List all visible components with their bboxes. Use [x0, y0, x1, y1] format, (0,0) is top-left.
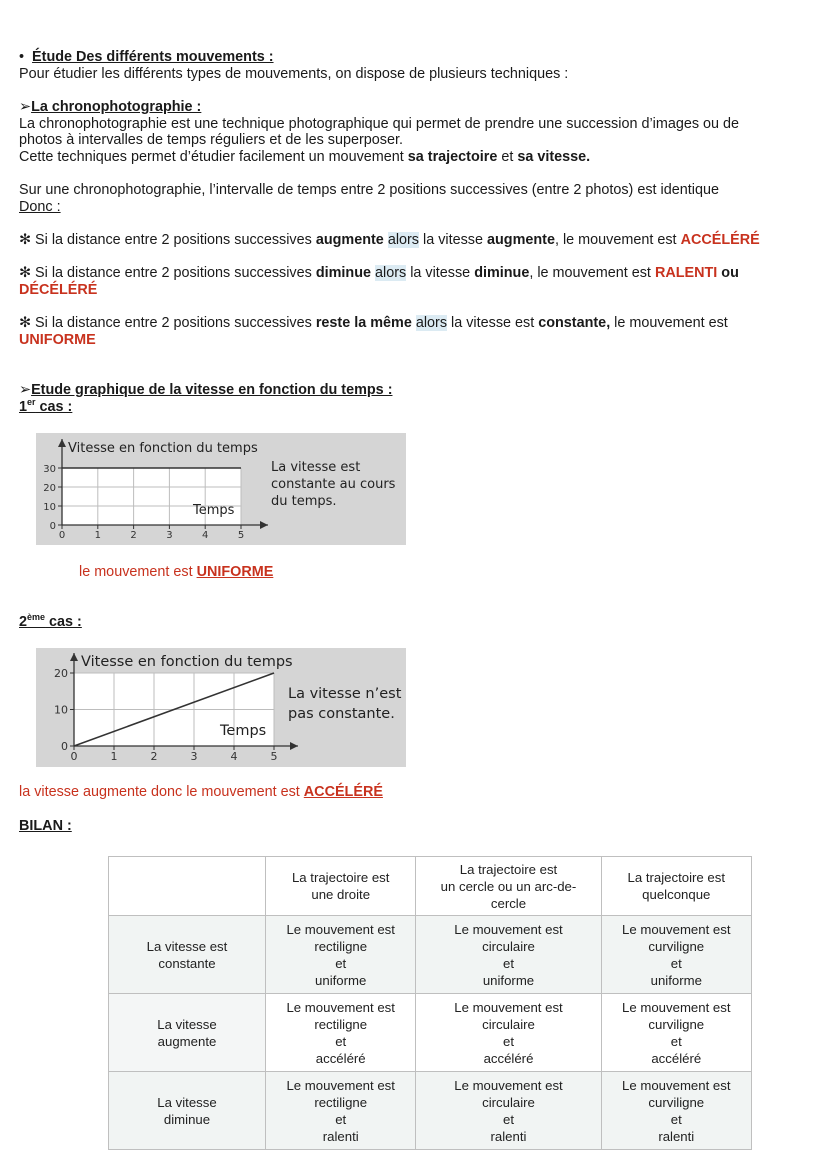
text: le mouvement est: [610, 315, 728, 331]
annotation-line: constante au cours: [271, 477, 396, 492]
annotation-line: pas constante.: [288, 706, 395, 722]
y-tick-label: 20: [54, 667, 68, 680]
chart-1-title: Vitesse en fonction du temps: [68, 441, 258, 456]
x-tick-label: 3: [166, 530, 173, 541]
table-cell: Le mouvement est rectiligne et accéléré: [266, 994, 416, 1072]
bold-text: ou: [717, 265, 739, 281]
arrow-bullet: ➢: [19, 382, 32, 398]
text: le mouvement est: [79, 564, 197, 580]
bold-text: constante,: [538, 315, 611, 331]
highlight-text: alors: [415, 315, 448, 331]
x-tick-label: 4: [202, 530, 209, 541]
arrow-bullet: ➢: [19, 99, 32, 115]
y-tick-label: 0: [49, 521, 56, 532]
text: Cette techniques permet d’étudier facilement un mouvement: [19, 149, 408, 165]
annotation-line: La vitesse n’est: [288, 686, 402, 702]
table-row: [109, 994, 752, 1072]
cas2-label: [19, 614, 82, 631]
x-tick-label: 0: [70, 750, 78, 763]
table-row-label: La vitesse augmente: [109, 994, 266, 1072]
intro-text: Pour étudier les différents types de mouvements, on dispose de plusieurs techniques :: [19, 66, 569, 82]
text: cas :: [45, 614, 82, 630]
x-axis-arrow-icon: [260, 521, 268, 529]
chart-1: [36, 433, 406, 545]
table-header-cell: [109, 857, 266, 916]
chrono-p2: [19, 149, 590, 166]
chart-2-xlabel: Temps: [220, 723, 267, 739]
table-row-label: La vitesse diminue: [109, 1072, 266, 1150]
bold-text: reste la même: [315, 315, 412, 331]
table-cell: Le mouvement est circulaire et accéléré: [416, 994, 601, 1072]
keyword-ralenti: RALENTI: [654, 265, 718, 281]
case-ralenti: [19, 265, 739, 282]
x-tick-label: 2: [130, 530, 137, 541]
x-tick-label: 5: [237, 530, 245, 541]
star-icon: ✻: [19, 315, 32, 331]
star-icon: ✻: [19, 265, 32, 281]
chrono-p1-line1: La chronophotographie est une technique photographique qui permet de prendre une succession d’images ou de: [19, 116, 740, 132]
annotation-line: du temps.: [271, 494, 337, 509]
text: 2: [19, 614, 28, 630]
x-tick-label: 4: [230, 750, 238, 763]
graph-heading: [19, 382, 392, 399]
table-cell: Le mouvement est curviligne et accéléré: [601, 994, 751, 1072]
highlight-text: alors: [387, 232, 420, 248]
graph-title: Etude graphique de la vitesse en fonction du temps :: [31, 382, 393, 398]
chrono-title: La chronophotographie :: [31, 99, 202, 115]
case-accelere: [19, 232, 760, 249]
table-row: [109, 916, 752, 994]
section-title: Étude Des différents mouvements :: [32, 49, 274, 65]
y-tick-label: 0: [61, 740, 68, 753]
bilan-title: BILAN :: [19, 818, 72, 834]
x-tick-label: 0: [58, 530, 66, 541]
section-heading: [19, 49, 274, 66]
chart-1-annotation: [271, 459, 395, 510]
bold-text: diminue: [315, 265, 371, 281]
x-tick-label: 5: [270, 750, 278, 763]
y-axis-arrow-icon: [70, 653, 78, 661]
y-tick-label: 10: [43, 502, 56, 513]
keyword-accelere: ACCÉLÉRÉ: [303, 784, 383, 800]
case-uniforme: [19, 315, 728, 332]
chrono-p3: Sur une chronophotographie, l’intervalle de temps entre 2 positions successives (entre 2 photos) est identique: [19, 182, 719, 198]
text: la vitesse augmente donc le mouvement est: [19, 784, 304, 800]
result-2: [19, 784, 383, 801]
text: , le mouvement est: [554, 232, 681, 248]
bold-text: augmente: [315, 232, 384, 248]
keyword-accelere: ACCÉLÉRÉ: [680, 232, 760, 248]
bullet: •: [19, 49, 25, 65]
superscript: ème: [27, 612, 46, 623]
text: , le mouvement est: [529, 265, 655, 281]
chart-1-xlabel: Temps: [193, 503, 235, 518]
chart-2-annotation: [288, 684, 401, 724]
table-cell: Le mouvement est circulaire et ralenti: [416, 1072, 601, 1150]
table-row: [109, 1072, 752, 1150]
table-row-label: La vitesse est constante: [109, 916, 266, 994]
y-tick-label: 20: [43, 483, 56, 494]
text: cas :: [35, 399, 73, 415]
annotation-line: La vitesse est: [271, 460, 361, 475]
x-tick-label: 3: [190, 750, 198, 763]
table-header-cell: La trajectoire est quelconque: [601, 857, 751, 916]
x-tick-label: 1: [110, 750, 118, 763]
bold-text: sa vitesse.: [517, 149, 591, 165]
text: la vitesse: [406, 265, 475, 281]
y-tick-label: 10: [54, 703, 68, 717]
x-tick-label: 1: [94, 530, 101, 541]
y-axis-arrow-icon: [58, 439, 66, 447]
text: et: [497, 149, 518, 165]
x-axis-arrow-icon: [290, 742, 298, 750]
table-header-row: [109, 857, 752, 916]
chart-2-title: Vitesse en fonction du temps: [81, 654, 293, 670]
keyword-uniforme: UNIFORME: [196, 564, 274, 580]
table-header-cell: La trajectoire est une droite: [266, 857, 416, 916]
y-tick-label: 30: [43, 464, 56, 475]
text: la vitesse est: [447, 315, 539, 331]
chart-2: [36, 648, 406, 767]
keyword-uniforme: UNIFORME: [19, 332, 96, 348]
text: Si la distance entre 2 positions successives: [31, 315, 316, 331]
table-cell: Le mouvement est rectiligne et uniforme: [266, 916, 416, 994]
star-icon: ✻: [19, 232, 32, 248]
chrono-p1-line2: photos à intervalles de temps réguliers et de les superposer.: [19, 132, 403, 148]
table-header-cell: La trajectoire est un cercle ou un arc-de- cercle: [416, 857, 601, 916]
highlight-text: alors: [375, 265, 407, 281]
table-cell: Le mouvement est circulaire et uniforme: [416, 916, 601, 994]
table-cell: Le mouvement est curviligne et ralenti: [601, 1072, 751, 1150]
superscript: er: [27, 397, 36, 408]
cas1-label: [19, 399, 72, 416]
bold-text: sa trajectoire: [407, 149, 498, 165]
text: Si la distance entre 2 positions successives: [31, 232, 316, 248]
bilan-table: [108, 856, 752, 1150]
text: 1: [19, 399, 28, 415]
bold-text: augmente: [487, 232, 555, 248]
keyword-decelere: DÉCÉLÉRÉ: [19, 282, 98, 298]
donc-label: Donc :: [19, 199, 61, 215]
result-1: [79, 564, 273, 581]
bold-text: diminue: [474, 265, 530, 281]
chrono-heading: [19, 99, 201, 116]
text: la vitesse: [419, 232, 487, 248]
table-cell: Le mouvement est rectiligne et ralenti: [266, 1072, 416, 1150]
text: Si la distance entre 2 positions successives: [31, 265, 316, 281]
x-tick-label: 2: [150, 750, 158, 763]
table-cell: Le mouvement est curviligne et uniforme: [601, 916, 751, 994]
